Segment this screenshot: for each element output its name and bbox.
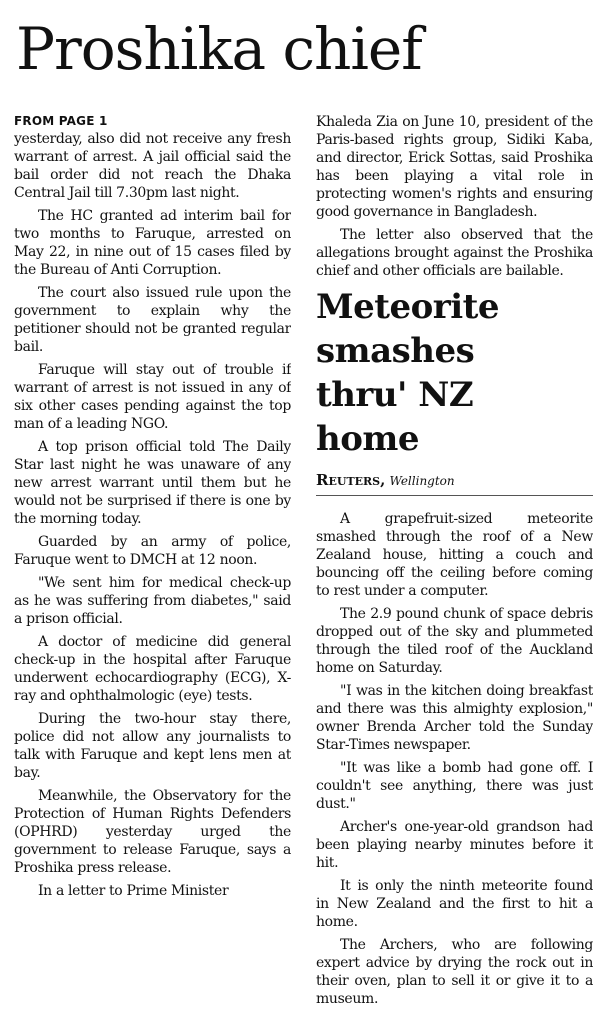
paragraph: Meanwhile, the Observatory for the Protection of Human Rights Defenders (OPHRD) yesterday urged the government to release Faruque, says a Proshika press release. <box>14 788 291 876</box>
byline-agency: Reuters, <box>316 471 386 489</box>
paragraph: A grapefruit-sized meteorite smashed through the roof of a New Zealand house, hitting a couch and bouncing off the ceiling before coming to rest under a computer. <box>316 511 593 599</box>
left-column <box>14 113 291 1033</box>
paragraph: A top prison official told The Daily Star last night he was unaware of any new arrest warrant until them but he would not be surprised if there is one by the morning today. <box>14 439 291 527</box>
headline: Proshika chief <box>16 15 422 83</box>
paragraph: During the two-hour stay there, police did not allow any journalists to talk with Faruque and kept lens men at bay. <box>14 711 291 781</box>
paragraph: The Archers, who are following expert advice by drying the rock out in their oven, plan to sell it or give it to a museum. <box>316 937 593 1007</box>
paragraph: yesterday, also did not receive any fresh warrant of arrest. A jail official said the bail order did not reach the Dhaka Central Jail till 7.30pm last night. <box>14 131 291 201</box>
paragraph: "We sent him for medical check-up as he was suffering from diabetes," said a prison official. <box>14 575 291 627</box>
paragraph: "It was like a bomb had gone off. I couldn't see anything, there was just dust." <box>316 760 593 812</box>
byline-rule <box>316 495 593 496</box>
paragraph: Khaleda Zia on June 10, president of the Paris-based rights group, Sidiki Kaba, and director, Erick Sottas, said Proshika has been playing a vital role in protecting women's rights and ensuring good governance in Bangladesh. <box>316 114 593 220</box>
paragraph: The HC granted ad interim bail for two months to Faruque, arrested on May 22, in nine out of 15 cases filed by the Bureau of Anti Corruption. <box>14 208 291 278</box>
paragraph: "I was in the kitchen doing breakfast and there was this almighty explosion," owner Brenda Archer told the Sunday Star-Times newspaper. <box>316 683 593 753</box>
byline-place: Wellington <box>389 474 455 488</box>
paragraph: Guarded by an army of police, Faruque went to DMCH at 12 noon. <box>14 534 291 568</box>
paragraph: A doctor of medicine did general check-up in the hospital after Faruque underwent echocardiography (ECG), X-ray and ophthalmologic (eye) tests. <box>14 634 291 704</box>
paragraph: In a letter to Prime Minister <box>38 883 229 899</box>
paragraph: The letter also observed that the allegations brought against the Proshika chief and other officials are bailable. <box>316 227 593 279</box>
byline <box>316 471 593 491</box>
continuation-kicker: FROM PAGE 1 <box>14 114 108 128</box>
paragraph: Archer's one-year-old grandson had been playing nearby minutes before it hit. <box>316 819 593 871</box>
paragraph: The 2.9 pound chunk of space debris dropped out of the sky and plummeted through the tiled roof of the Auckland home on Saturday. <box>316 606 593 676</box>
paragraph: It is only the ninth meteorite found in New Zealand and the first to hit a home. <box>316 878 593 930</box>
paragraph: Faruque will stay out of trouble if warrant of arrest is not issued in any of six other cases pending against the top man of a leading NGO. <box>14 362 291 432</box>
meteorite-headline: Meteorite smashes thru' NZ home <box>316 287 499 459</box>
right-column <box>316 113 593 1033</box>
paragraph: The court also issued rule upon the government to explain why the petitioner should not be granted regular bail. <box>14 285 291 355</box>
